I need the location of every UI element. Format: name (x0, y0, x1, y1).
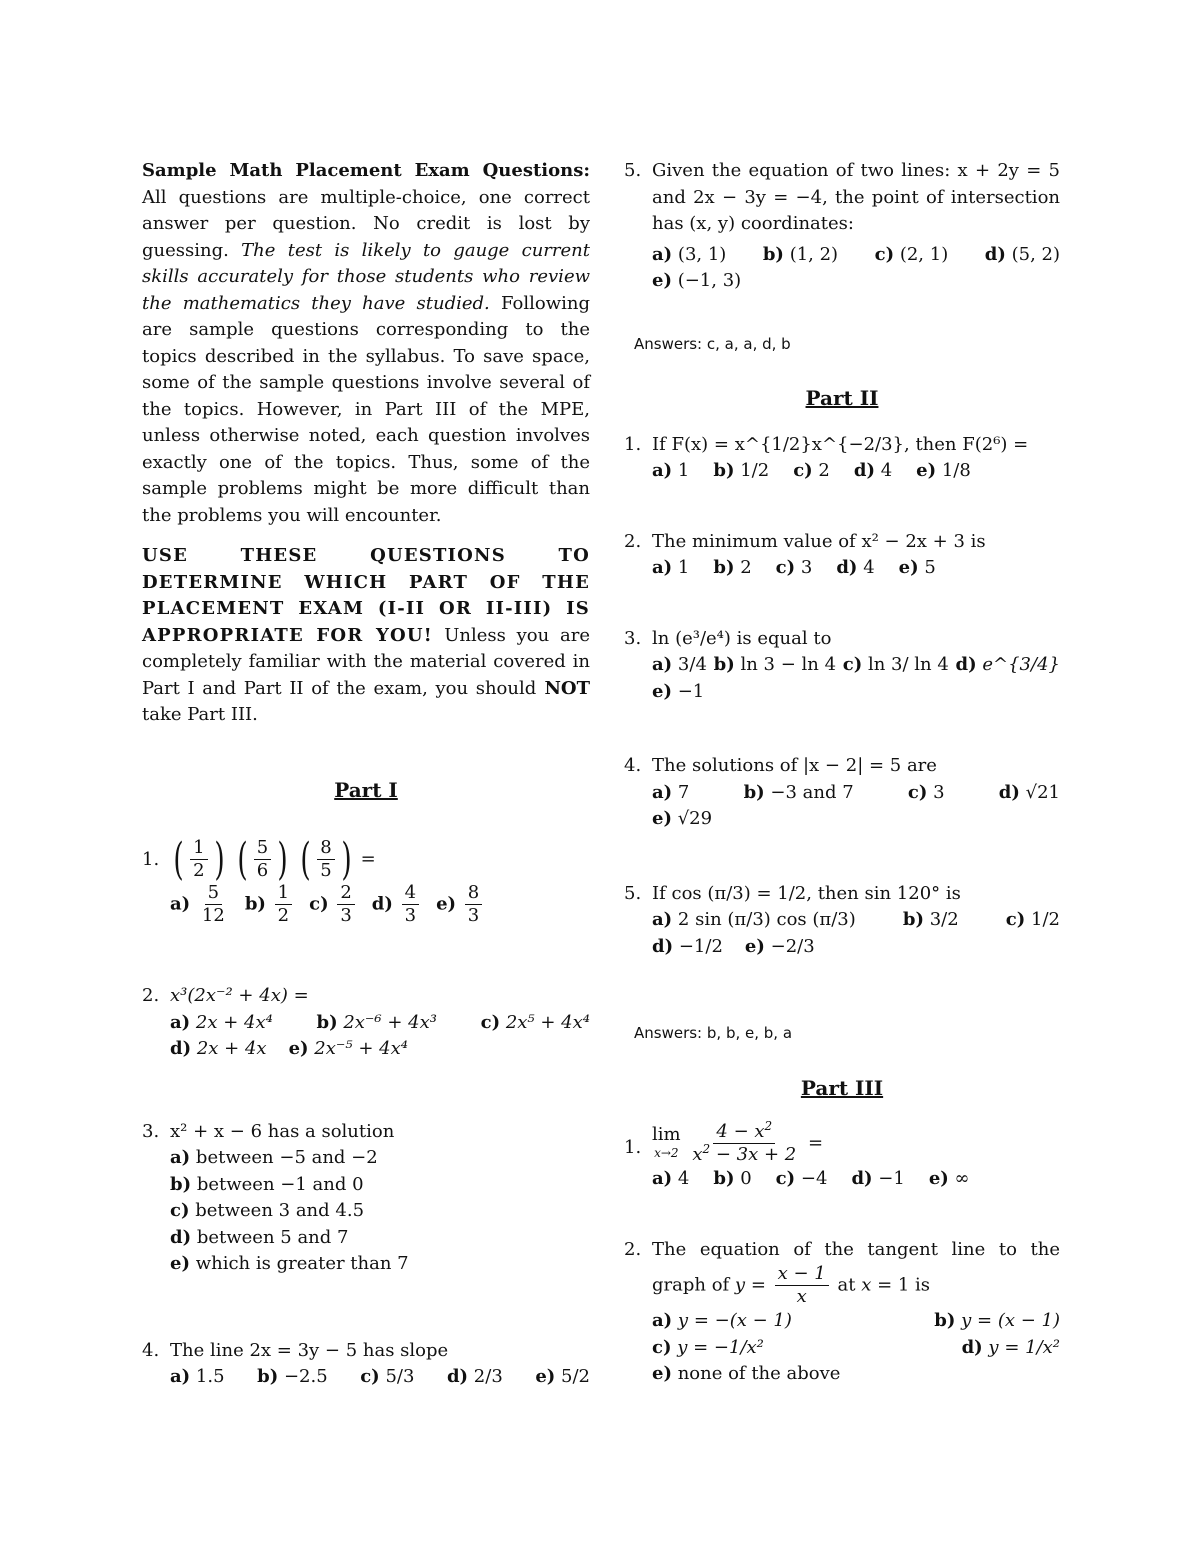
question-stem: ( $\frac{1}{2}$ ) ( $\frac{5}{6}$ ) ( $\frac{8}{5}$ ) = (173, 833, 376, 885)
part1-question-2 (142, 983, 590, 1063)
question-stem: The solutions of |x − 2| = 5 are (652, 755, 937, 776)
choice-b: 3/2 (929, 909, 959, 930)
part1-question-3: 3. x² + x − 6 has a solution a) between −5 and −2 b) between −1 and 0 c) between 3 and 4.5 d) between 5 and 7 e) which is greater than 7 (142, 1119, 590, 1278)
question-stem: ln (e³/e⁴) is equal to (652, 627, 832, 649)
question-number: 1. (624, 433, 642, 455)
question-number: 3. (142, 1120, 160, 1142)
choice-b: 2x⁻⁶ + 4x³ (343, 1011, 437, 1033)
choice-d: (5, 2) (1011, 243, 1060, 265)
choices-row-2: d) −1/2 e) −2/3 (652, 935, 815, 957)
left-column (142, 158, 590, 1391)
call-not: NOT (544, 677, 590, 699)
choices-row: a) 2 sin (π/3) cos (π/3) b) 3/2 c) 1/2 (652, 909, 1060, 930)
call-text-1: Unless you are completely familiar with the material covered in Part I and Part II of the exam, you should (142, 624, 590, 699)
choice-b: y = (x − 1) (961, 1310, 1060, 1331)
choice-c: 2 (818, 460, 830, 481)
choice-a: 1 (677, 557, 690, 578)
question-stem: If cos (π/3) = 1/2, then sin 120° is (652, 882, 961, 904)
choice-d: e^{3/4} (982, 654, 1060, 675)
choice-e: −2/3 (770, 935, 815, 957)
intro-title: Sample Math Placement Exam Questions: (142, 160, 590, 181)
choice-a: 1.5 (195, 1366, 225, 1387)
intro-paragraph (142, 158, 590, 529)
choices-row: a) (3, 1) b) (1, 2) c) (2, 1) d) (5, 2) (652, 243, 1060, 265)
question-number: 4. (624, 755, 642, 776)
part1-question-5: 5. Given the equation of two lines: x + 2y = 5 and 2x − 3y = −4, the point of intersection has (x, y) coordinates: a) (3, 1) b) (1, 2) c) (2, 1) d) (5, 2) e) (−1, 3) (624, 158, 1060, 295)
choice-e: ∞ (954, 1168, 970, 1189)
choice-b: 0 (740, 1168, 752, 1189)
question-number: 2. (142, 985, 160, 1006)
choice-c: 3 (933, 781, 945, 803)
choice-d: −1/2 (678, 935, 723, 957)
choice-d: −1 (878, 1168, 905, 1189)
intro-text-1: All questions are multiple-choice, one correct answer per question. No credit is lost by guessing. (142, 186, 590, 261)
choices-row: a) 3/4 b) ln 3 − ln 4 c) ln 3/ ln 4 d) e^{3/4} (652, 654, 1060, 675)
question-stem-line-2: graph of y = $\frac{x - 1}{x}$ at x = 1 is (652, 1263, 931, 1307)
choices-row-1: a) 2x + 4x⁴ b) 2x⁻⁶ + 4x³ c) 2x⁵ + 4x⁴ (170, 1011, 590, 1033)
part2-question-5 (624, 881, 1060, 961)
call-bold: USE THESE QUESTIONS TO DETERMINE WHICH PART OF THE PLACEMENT EXAM (I-II OR II-III) IS APPROPRIATE FOR YOU! (142, 545, 590, 646)
choice-d: 2/3 (473, 1366, 503, 1387)
choice-b: ln 3 − ln 4 (740, 654, 837, 675)
part1-answers: Answers: c, a, a, d, b (634, 334, 791, 353)
choice-d: 4 (880, 460, 893, 481)
call-paragraph (142, 543, 590, 729)
choice-a: 7 (677, 781, 690, 803)
choice-b: 1/2 (740, 460, 770, 481)
choices-row-1: a) y = −(x − 1) b) y = (x − 1) (652, 1310, 1060, 1331)
question-number: 2. (624, 1238, 642, 1260)
intro-text-2: Following are sample questions corresponding to the topics described in the syllabus. To save space, some of the sample questions involve several of the topics. However, in Part III of the MPE, unless otherwise noted, each question involves exactly one of the topics. Thus, some of the sample problems might be more difficult than the problems you will encounter. (142, 292, 590, 526)
question-number: 5. (624, 160, 642, 181)
part3-question-1 (624, 1121, 1060, 1193)
part1-question-1-choices: a) $\frac{5}{12}$ b) $\frac{1}{2}$ c) $\frac{2}{3}$ d) $\frac{4}{3}$ e) $\frac{8}{3}$ (142, 882, 590, 927)
question-stem: The minimum value of x² − 2x + 3 is (652, 530, 986, 552)
part1-question-4 (142, 1338, 590, 1391)
call-text-2: take Part III. (142, 704, 258, 725)
choice-a: 2 sin (π/3) cos (π/3) (677, 909, 856, 930)
part2-answers: Answers: b, b, e, b, a (634, 1024, 793, 1042)
choice-d: y = 1/x² (988, 1336, 1060, 1358)
choice-c: 1/2 (1031, 909, 1060, 930)
intro-italic: The test is likely to gauge current skills accurately for those students who review the mathematics they have studied. (142, 239, 590, 314)
choice-c: −4 (800, 1168, 828, 1189)
choice-a: 1 (677, 460, 690, 481)
choice-a: between −5 and −2 (195, 1147, 378, 1168)
question-number: 3. (624, 627, 642, 649)
question-stem-line-1: The equation of the tangent line to the (652, 1238, 1060, 1260)
part2-question-3: 3. ln (e³/e⁴) is equal to a) 3/4 b) ln 3 − ln 4 c) ln 3/ ln 4 d) e^{3/4} e) −1 (624, 626, 1060, 706)
choice-e: 5/2 (561, 1366, 590, 1387)
choice-c: 2x⁵ + 4x⁴ (505, 1011, 590, 1033)
question-stem: If F(x) = x^{1/2}x^{−2/3}, then F(2⁶) = (652, 433, 1029, 455)
part3-question-2: 2. The equation of the tangent line to the graph of y = $\frac{x - 1}{x}$ at x = 1 is a) y = −(x − 1) b) y = (x − 1) c) y = −1/x² d) y = 1/x² e) none of the above (624, 1237, 1060, 1388)
choices-row-2: c) y = −1/x² d) y = 1/x² (652, 1336, 1060, 1358)
question-stem: lim x→2 $\frac{4 - x^2}{x^2 - 3x + 2}$ = (652, 1119, 824, 1165)
choice-b: (1, 2) (789, 243, 839, 265)
question-stem: x² + x − 6 has a solution (170, 1120, 395, 1142)
question-number: 1. (142, 849, 160, 870)
choice-c: y = −1/x² (677, 1336, 764, 1358)
part1-question-1 (142, 833, 590, 885)
choice-b: between −1 and 0 (196, 1173, 364, 1195)
choice-a: 3/4 (677, 654, 707, 675)
choice-c: 3 (800, 557, 813, 578)
right-column (624, 158, 1060, 1388)
part-2-title: Part II (805, 386, 879, 410)
choice-b: −2.5 (283, 1366, 328, 1387)
part-1-title: Part I (334, 777, 398, 802)
choices-row-2: d) 2x + 4x e) 2x⁻⁵ + 4x⁴ (170, 1038, 408, 1059)
choice-d: between 5 and 7 (196, 1226, 349, 1248)
choice-c: 5/3 (385, 1366, 415, 1387)
choice-c: (2, 1) (899, 243, 949, 265)
choice-b: 2 (740, 557, 752, 578)
part2-question-1 (624, 432, 1060, 485)
question-number: 2. (624, 530, 642, 552)
choice-e: 1/8 (941, 460, 971, 481)
choice-e: 5 (924, 557, 936, 578)
choice-c: between 3 and 4.5 (195, 1200, 365, 1221)
choice-a: 4 (677, 1168, 690, 1189)
choice-a: (3, 1) (677, 243, 727, 265)
question-stem: The line 2x = 3y − 5 has slope (170, 1339, 449, 1361)
question-number: 4. (142, 1339, 160, 1361)
choice-b: −3 and 7 (770, 781, 854, 803)
choices-row: a) 7 b) −3 and 7 c) 3 d) √21 (652, 781, 1060, 803)
choice-a: 2x + 4x⁴ (195, 1011, 273, 1033)
choices-row: a) 1 b) 1/2 c) 2 d) 4 e) 1/8 (652, 460, 971, 481)
choice-e: which is greater than 7 (195, 1253, 409, 1274)
part2-question-2 (624, 529, 1060, 582)
question-stem: Given the equation of two lines: x + 2y = 5 and 2x − 3y = −4, the point of intersection has (x, y) coordinates: (652, 160, 1060, 234)
choices-row: a) 1 b) 2 c) 3 d) 4 e) 5 (652, 557, 936, 578)
choice-e: (−1, 3) (677, 270, 742, 291)
choices-row: a) 4 b) 0 c) −4 d) −1 e) ∞ (652, 1168, 970, 1189)
question-stem: x³(2x⁻² + 4x) = (170, 985, 309, 1006)
choice-e: −1 (677, 680, 705, 702)
part-3-title: Part III (800, 1075, 884, 1100)
choice-e: none of the above (677, 1363, 841, 1384)
choice-d: 4 (863, 557, 875, 578)
choice-d: √21 (1025, 781, 1060, 803)
choice-a: y = −(x − 1) (677, 1310, 792, 1331)
choice-e: 2x⁻⁵ + 4x⁴ (314, 1038, 408, 1059)
part2-question-4: 4. The solutions of |x − 2| = 5 are a) 7 b) −3 and 7 c) 3 d) √21 e) √29 (624, 753, 1060, 833)
choices-row: a) 1.5 b) −2.5 c) 5/3 d) 2/3 e) 5/2 (170, 1366, 590, 1387)
question-number: 1. (624, 1137, 642, 1158)
choice-e: √29 (677, 808, 713, 829)
question-number: 5. (624, 882, 642, 904)
choice-c: ln 3/ ln 4 (867, 654, 949, 675)
choice-d: 2x + 4x (196, 1038, 267, 1059)
